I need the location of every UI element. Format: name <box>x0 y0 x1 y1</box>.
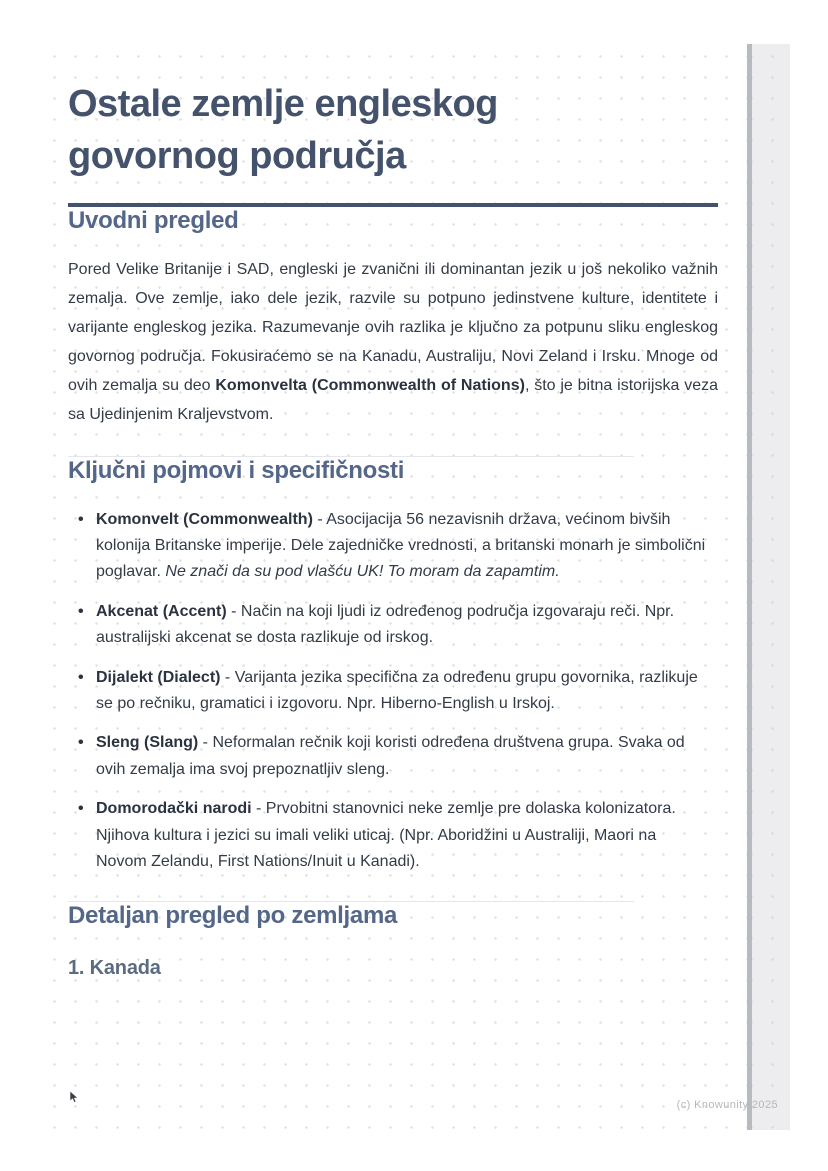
term-note-italic: Ne znači da su pod vlašću UK! To moram da zapamtim. <box>165 563 560 581</box>
footer-credit: (c) Knowunity 2025 <box>676 1099 778 1111</box>
key-terms-list <box>68 507 708 876</box>
term-definition: - Neformalan rečnik koji koristi određena društvena grupa. Svaka od ovih zemalja ima svoj prepoznatljiv sleng. <box>96 734 685 778</box>
country-subheading-kanada: 1. Kanada <box>68 957 161 980</box>
list-item <box>68 796 708 875</box>
intro-text-before: Pored Velike Britanije i SAD, engleski je zvanični ili dominantan jezik u još nekoliko važnih zemalja. Ove zemlje, iako dele jezik, razvile su potpuno jedinstvene kulture, identitete i varijante engleskog jezika. Razumevanje ovih razlika je ključno za potpunu sliku engleskog govornog područja. Fokusiraćemo se na Kanadu, Australiju, Novi Zeland i Irsku. Mnoge od ovih zemalja su deo <box>68 260 718 394</box>
term-definition: - Asocijacija 56 nezavisnih država, većinom bivših kolonija Britanske imperije. Dele zajedničke vrednosti, a britanski monarh je simbolični poglavar. <box>96 510 706 581</box>
section-heading-intro: Uvodni pregled <box>68 206 239 234</box>
term-definition: - Varijanta jezika specifična za određenu grupu govornika, razlikuje se po rečniku, gramatici i izgovoru. Npr. Hiberno-English u Irskoj. <box>96 668 698 712</box>
intro-text-bold: Komonvelta (Commonwealth of Nations) <box>215 376 525 394</box>
term-definition: - Prvobitni stanovnici neke zemlje pre dolaska kolonizatora. Njihova kultura i jezici su imali veliki uticaj. (Npr. Aboridžini u Australiji, Maori na Novom Zelandu, First Nations/Inuit u Kanadi). <box>96 800 676 870</box>
intro-text-after: , što je bitna istorijska veza sa Ujedinjenim Kraljevstvom. <box>68 376 719 423</box>
document-title: Ostale zemlje engleskog govornog područja <box>68 83 498 178</box>
note-sheet <box>42 44 748 1130</box>
section-heading-detailed: Detaljan pregled po zemljama <box>68 902 398 930</box>
term-label: Dijalekt (Dialect) <box>96 668 221 686</box>
term-label: Akcenat (Accent) <box>96 602 227 620</box>
list-item <box>68 599 708 652</box>
term-label: Sleng (Slang) <box>96 734 199 752</box>
list-item <box>68 730 708 783</box>
page-edge-strip <box>752 44 790 1130</box>
term-definition: - Način na koji ljudi iz određenog područja izgovaraju reči. Npr. australijski akcenat se dosta razlikuje od irskog. <box>96 602 675 647</box>
list-item <box>68 665 708 718</box>
mouse-cursor-icon <box>69 1091 81 1105</box>
term-label: Domorodački narodi <box>96 800 252 818</box>
section-heading-key-terms: Ključni pojmovi i specifičnosti <box>68 456 405 484</box>
intro-paragraph <box>68 256 718 430</box>
list-item <box>68 507 708 586</box>
term-label: Komonvelt (Commonwealth) <box>96 510 313 528</box>
